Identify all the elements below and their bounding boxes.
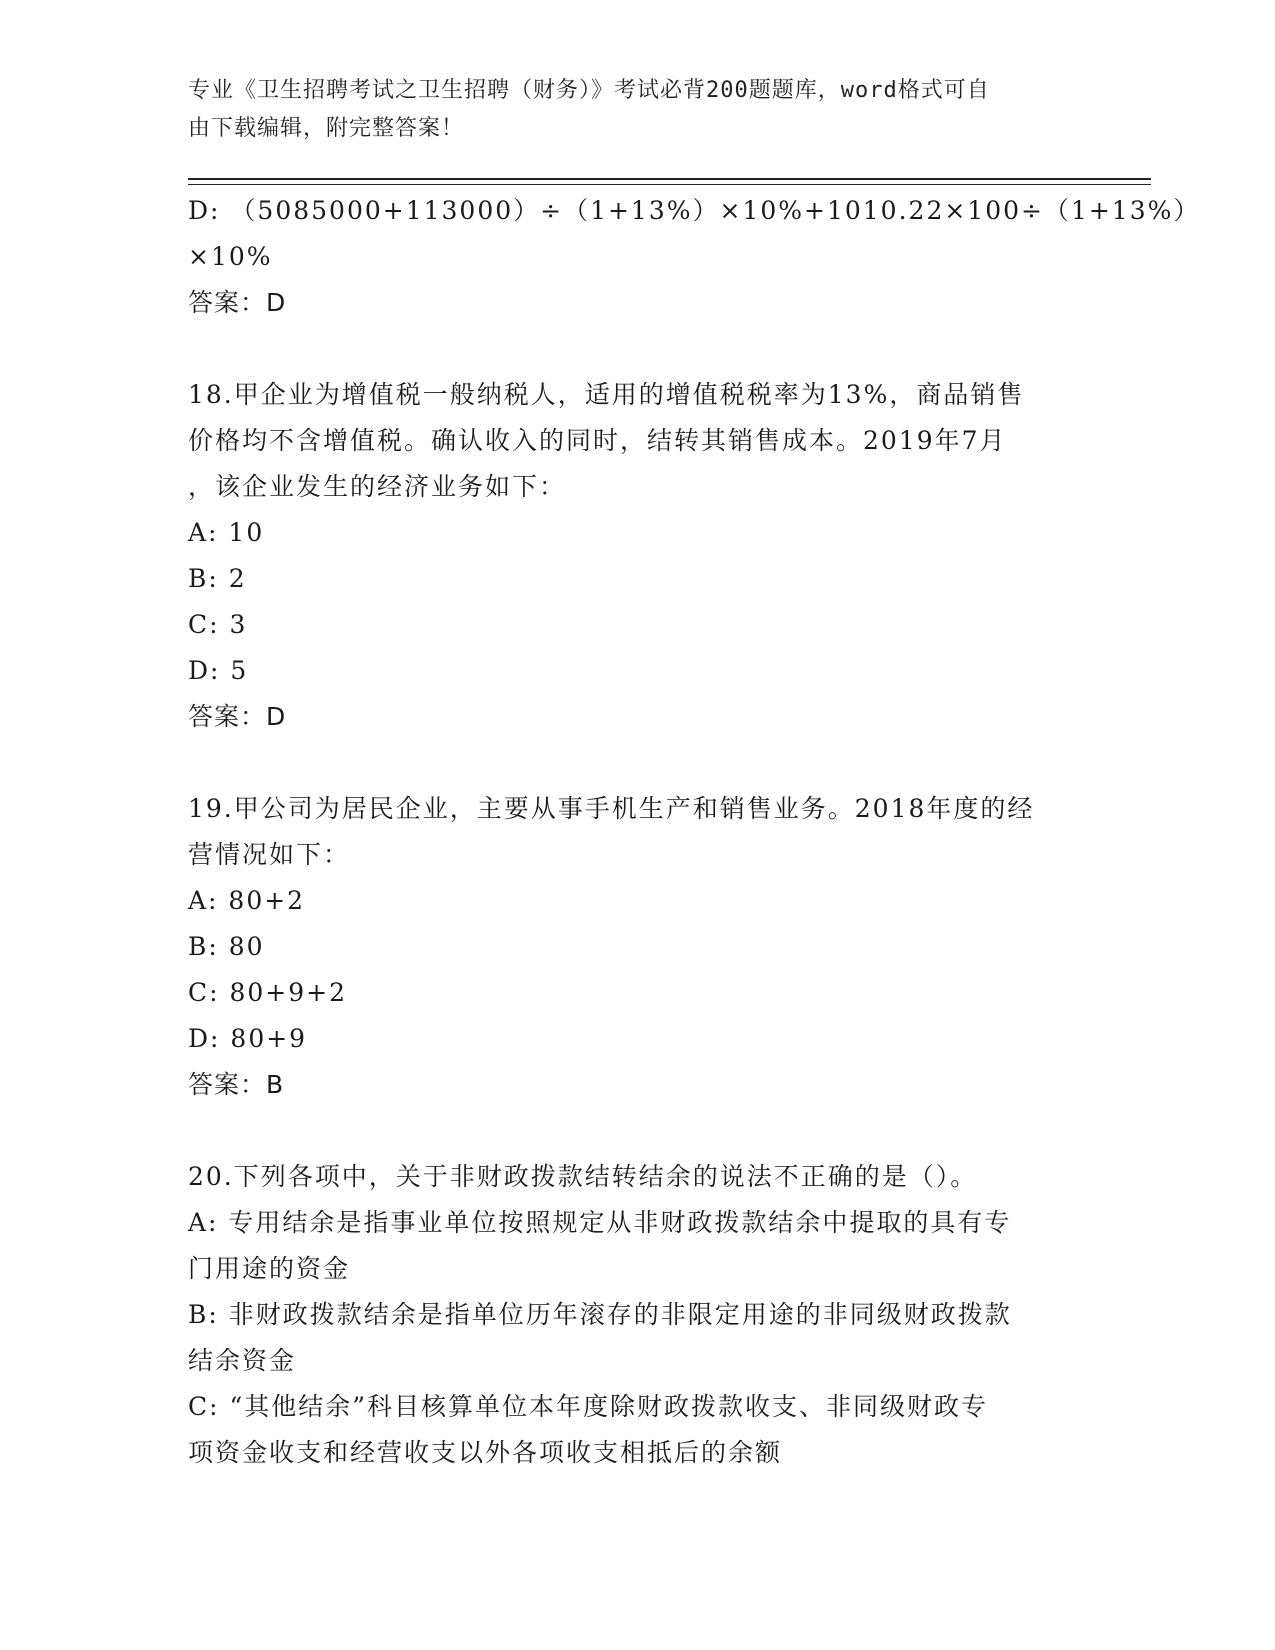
question-content	[188, 188, 1201, 1476]
q18-option-b: B: 2	[188, 564, 247, 593]
q20-option-b-line2: 结余资金	[188, 1346, 297, 1375]
q19-stem-line2: 营情况如下：	[188, 840, 351, 869]
q17-option-d-line2: ×10%	[188, 242, 273, 271]
q20-stem-line1: 20.下列各项中，关于非财政拨款结转结余的说法不正确的是（）。	[188, 1162, 978, 1191]
q19-stem-line1: 19.甲公司为居民企业，主要从事手机生产和销售业务。2018年度的经	[188, 794, 1035, 823]
q18-option-c: C: 3	[188, 610, 248, 639]
q20-option-b-line1: B: 非财政拨款结余是指单位历年滚存的非限定用途的非同级财政拨款	[188, 1300, 1012, 1329]
q19-answer: 答案：B	[188, 1070, 285, 1099]
q18-option-d: D: 5	[188, 656, 249, 685]
q18-answer: 答案：D	[188, 702, 287, 731]
q19-option-d: D: 80+9	[188, 1024, 308, 1053]
spacer	[188, 326, 1088, 372]
header-rule-thick	[188, 178, 1151, 180]
spacer	[188, 1108, 1088, 1154]
q17-answer: 答案：D	[188, 288, 287, 317]
header-line-1: 专业《卫生招聘考试之卫生招聘（财务）》考试必背200题题库，word格式可自	[188, 78, 990, 103]
q18-stem-line3: ，该企业发生的经济业务如下：	[188, 472, 567, 501]
q18-option-a: A: 10	[188, 518, 265, 547]
q19-option-a: A: 80+2	[188, 886, 306, 915]
q20-option-c-line2: 项资金收支和经营收支以外各项收支相抵后的余额	[188, 1438, 783, 1467]
q19-option-c: C: 80+9+2	[188, 978, 348, 1007]
spacer	[188, 740, 1088, 786]
q17-option-d-line1: D: （5085000+113000）÷（1+13%）×10%+1010.22×100÷（1+13%）	[188, 196, 1201, 225]
header-line-2: 由下载编辑，附完整答案！	[188, 116, 465, 141]
q20-option-a-line2: 门用途的资金	[188, 1254, 351, 1283]
q19-option-b: B: 80	[188, 932, 265, 961]
q20-option-c-line1: C: “其他结余”科目核算单位本年度除财政拨款收支、非同级财政专	[188, 1392, 989, 1421]
header-rule-thin	[188, 184, 1151, 185]
document-header	[188, 72, 1068, 148]
q18-stem-line1: 18.甲企业为增值税一般纳税人，适用的增值税税率为13%，商品销售	[188, 380, 1025, 409]
q18-stem-line2: 价格均不含增值税。确认收入的同时，结转其销售成本。2019年7月	[188, 426, 1007, 455]
q20-option-a-line1: A: 专用结余是指事业单位按照规定从非财政拨款结余中提取的具有专	[188, 1208, 1012, 1237]
